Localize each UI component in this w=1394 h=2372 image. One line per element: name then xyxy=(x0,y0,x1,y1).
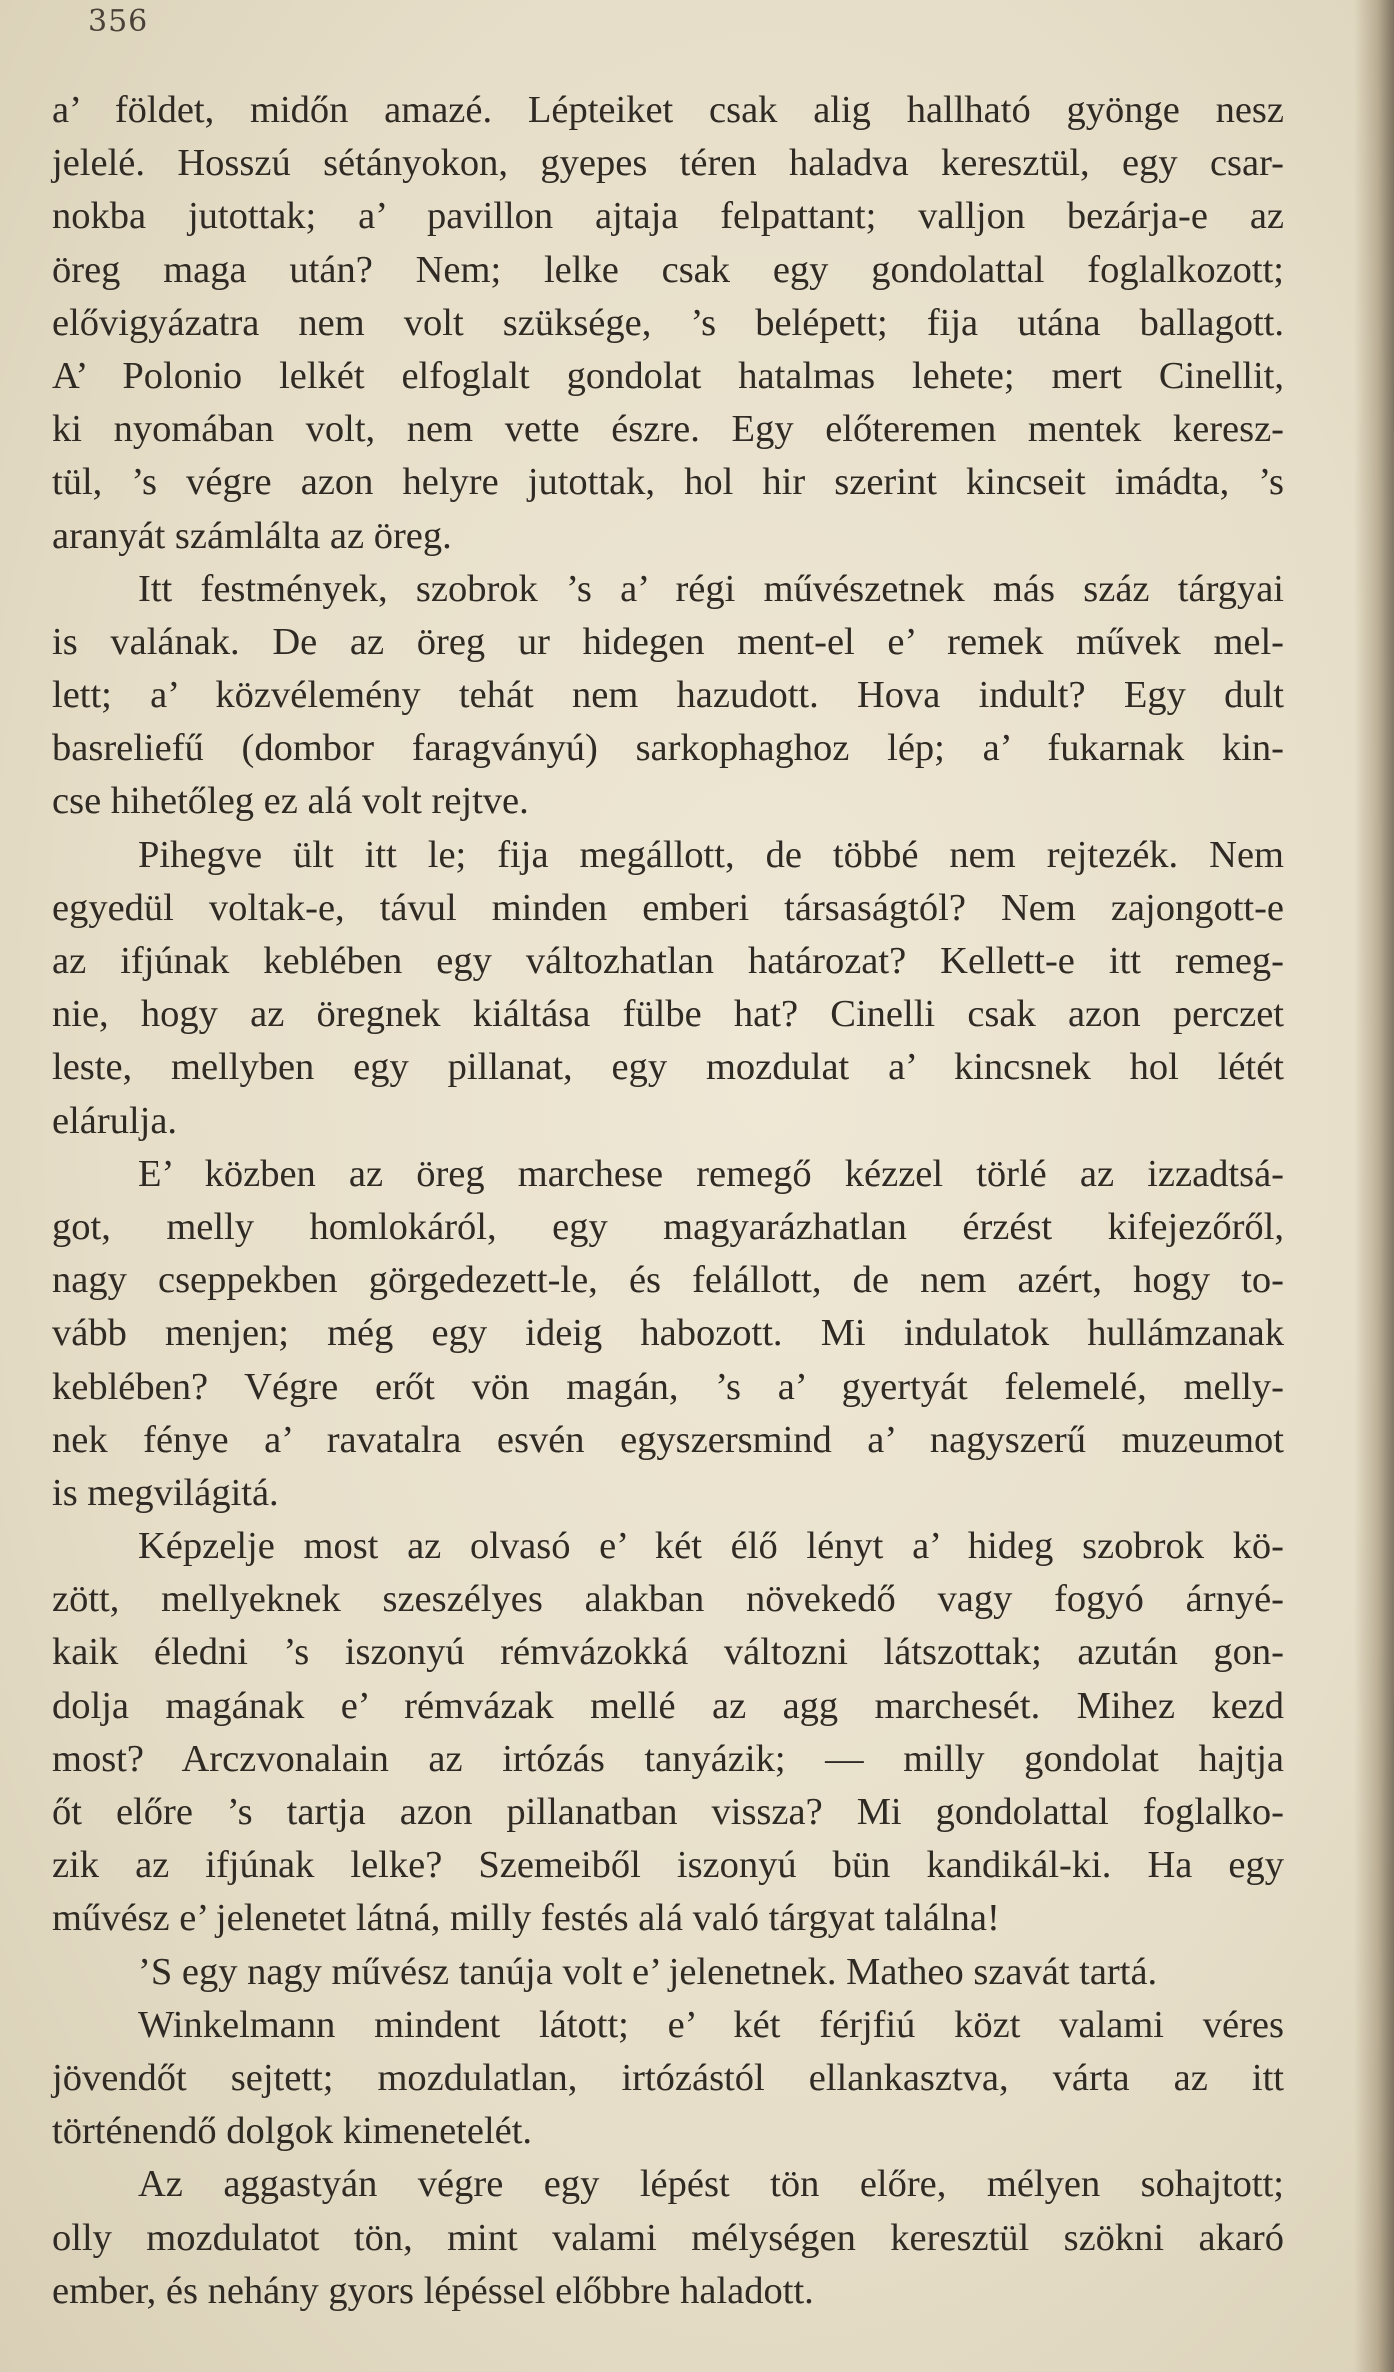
paragraph xyxy=(52,829,1284,1148)
text-line: zött, mellyeknek szeszélyes alakban növekedő vagy fogyó árnyé- xyxy=(52,1578,1284,1621)
text-line: egyedül voltak-e, távul minden emberi társaságtól? Nem zajongott-e xyxy=(52,886,1284,929)
text-line: got, melly homlokáról, egy magyarázhatlan érzést kifejezőről, xyxy=(52,1205,1284,1248)
text-line: lett; a’ közvélemény tehát nem hazudott. Hova indult? Egy dult xyxy=(52,674,1284,717)
text-line: őt előre ’s tartja azon pillanatban vissza? Mi gondolattal foglalko- xyxy=(52,1791,1284,1833)
text-line: aranyát számlálta az öreg. xyxy=(52,514,452,557)
text-line: zik az ifjúnak lelke? Szemeiből iszonyú bün kandikál-ki. Ha egy xyxy=(52,1844,1284,1887)
text-line: Képzelje most az olvasó e’ két élő lényt a’ hideg szobrok kö- xyxy=(138,1525,1284,1568)
text-line: nagy cseppekben görgedezett-le, és felállott, de nem azért, hogy to- xyxy=(52,1259,1284,1302)
text-line: művész e’ jelenetet látná, milly festés alá való tárgyat találna! xyxy=(52,1897,1000,1940)
text-line: nek fénye a’ ravatalra esvén egyszersmind a’ nagyszerű muzeumot xyxy=(52,1418,1284,1461)
text-line: jövendőt sejtett; mozdulatlan, irtózástól ellankasztva, várta az itt xyxy=(52,2056,1284,2099)
body-text xyxy=(52,84,1284,2318)
text-line: is valának. De az öreg ur hidegen ment-el e’ remek művek mel- xyxy=(52,620,1284,663)
text-line: a’ földet, midőn amazé. Lépteiket csak alig hallható gyönge nesz xyxy=(52,89,1284,131)
paragraph xyxy=(52,1999,1284,2159)
text-line: Itt festmények, szobrok ’s a’ régi művészetnek más száz tárgyai xyxy=(138,567,1284,610)
text-line: cse hihetőleg ez alá volt rejtve. xyxy=(52,780,529,823)
text-line: tül, ’s végre azon helyre jutottak, hol hir szerint kincseit imádta, ’s xyxy=(52,461,1284,504)
paragraph xyxy=(52,1148,1284,1520)
text-line: nie, hogy az öregnek kiáltása fülbe hat? Cinelli csak azon perczet xyxy=(52,993,1284,1036)
text-line: A’ Polonio lelkét elfoglalt gondolat hatalmas lehete; mert Cinellit, xyxy=(52,354,1284,397)
paragraph xyxy=(52,84,1284,563)
text-line: nokba jutottak; a’ pavillon ajtaja felpattant; valljon bezárja-e az xyxy=(52,195,1284,238)
text-line: elővigyázatra nem volt szüksége, ’s belépett; fija utána ballagott. xyxy=(52,301,1284,344)
text-line: az ifjúnak keblében egy változhatlan határozat? Kellett-e itt remeg- xyxy=(52,940,1284,982)
text-line: basreliefű (dombor faragványú) sarkophaghoz lép; a’ fukarnak kin- xyxy=(52,727,1284,770)
text-line: Az aggastyán végre egy lépést tön előre, mélyen sohajtott; xyxy=(138,2163,1284,2206)
paragraph xyxy=(52,1946,1284,1999)
text-line: ember, és nehány gyors lépéssel előbbre haladott. xyxy=(52,2269,814,2312)
paragraph xyxy=(52,1520,1284,1946)
text-line: ki nyomában volt, nem vette észre. Egy előteremen mentek keresz- xyxy=(52,408,1284,451)
text-line: most? Arczvonalain az irtózás tanyázik; — milly gondolat hajtja xyxy=(52,1737,1284,1780)
text-line: ’S egy nagy művész tanúja volt e’ jelenetnek. Matheo szavát tartá. xyxy=(138,1950,1158,1993)
text-line: olly mozdulatot tön, mint valami mélységen keresztül szökni akaró xyxy=(52,2216,1284,2259)
text-line: is megvilágitá. xyxy=(52,1471,279,1514)
paragraph xyxy=(52,2158,1284,2318)
text-line: történendő dolgok kimenetelét. xyxy=(52,2110,533,2153)
text-line: Winkelmann mindent látott; e’ két férjfiú közt valami véres xyxy=(138,2003,1284,2046)
text-line: jelelé. Hosszú sétányokon, gyepes téren haladva keresztül, egy csar- xyxy=(52,142,1284,185)
text-line: leste, mellyben egy pillanat, egy mozdulat a’ kincsnek hol létét xyxy=(52,1046,1284,1089)
text-line: elárulja. xyxy=(52,1099,178,1142)
text-line: dolja magának e’ rémvázak mellé az agg marchesét. Mihez kezd xyxy=(52,1684,1284,1727)
page-edge-shadow xyxy=(1354,0,1394,2372)
text-line: vább menjen; még egy ideig habozott. Mi indulatok hullámzanak xyxy=(52,1312,1284,1355)
page-number: 356 xyxy=(88,4,149,39)
text-line: kaik éledni ’s iszonyú rémvázokká változni látszottak; azután gon- xyxy=(52,1631,1284,1674)
paragraph xyxy=(52,563,1284,829)
text-line: öreg maga után? Nem; lelke csak egy gondolattal foglalkozott; xyxy=(52,248,1284,291)
text-line: keblében? Végre erőt vön magán, ’s a’ gyertyát felemelé, melly- xyxy=(52,1365,1284,1408)
text-line: E’ közben az öreg marchese remegő kézzel törlé az izzadtsá- xyxy=(138,1152,1284,1195)
text-line: Pihegve ült itt le; fija megállott, de többé nem rejtezék. Nem xyxy=(138,833,1284,876)
